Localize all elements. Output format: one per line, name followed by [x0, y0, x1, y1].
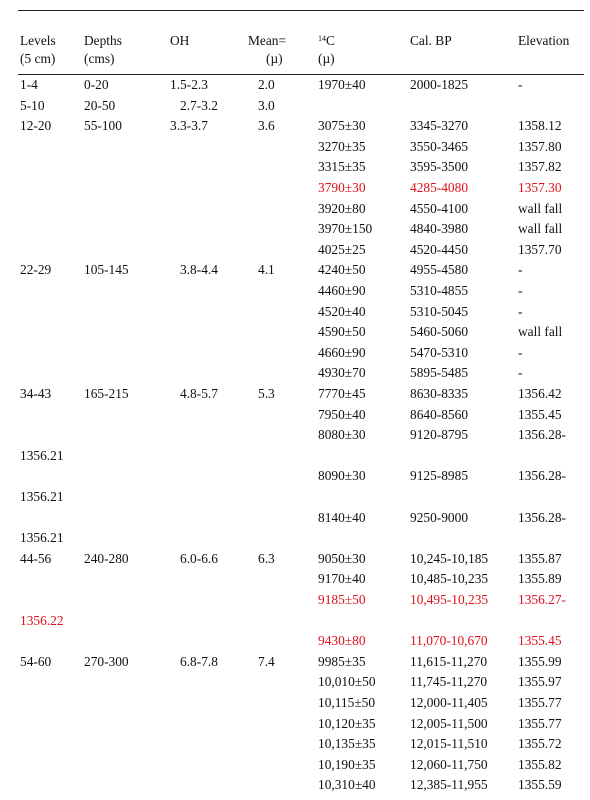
cell-elev: 1355.77 [518, 715, 562, 731]
table-row [0, 652, 590, 671]
header-mean [248, 32, 286, 68]
cell-oh: 3.8-4.4 [180, 262, 218, 278]
cell-elev: 1355.72 [518, 736, 562, 752]
cell-mean: 5.3 [258, 386, 275, 401]
table-row [0, 775, 590, 794]
cell-elev: - [518, 77, 523, 92]
header-oh [170, 32, 189, 50]
table-row [0, 281, 590, 300]
cell-c14: 10,310±40 [318, 777, 376, 793]
cell-elev: 1356.27- [518, 592, 566, 607]
table-row [0, 528, 590, 547]
table-row [0, 240, 590, 259]
cell-calbp: 4520-4450 [410, 241, 469, 257]
cell-c14: 9185±50 [318, 592, 366, 607]
header-elevation-label: Elevation [518, 33, 570, 48]
cell-elev: 1358.12 [518, 118, 562, 134]
cell-oh: 2.7-3.2 [180, 97, 218, 113]
cell-calbp: 9125-8985 [410, 468, 469, 484]
cell-calbp: 12,005-11,500 [410, 715, 488, 731]
table-row [0, 157, 590, 176]
header-calbp [410, 32, 452, 50]
cell-elev: 1356.42 [518, 386, 562, 401]
cell-calbp: 12,000-11,405 [410, 695, 488, 710]
cell-elev: 1357.30 [518, 180, 562, 195]
header-c14-unit: (µ) [318, 51, 335, 66]
table-row [0, 75, 590, 94]
cell-calbp: 12,385-11,955 [410, 777, 488, 793]
table-row [0, 487, 590, 506]
cell-elev: 1355.82 [518, 756, 562, 772]
cell-c14: 8140±40 [318, 509, 366, 525]
cell-levels: 1356.21 [20, 447, 64, 463]
table-row [0, 672, 590, 691]
cell-calbp: 4840-3980 [410, 221, 469, 237]
cell-c14: 8080±30 [318, 427, 366, 443]
table-row [0, 219, 590, 238]
cell-levels: 1-4 [20, 77, 38, 92]
cell-calbp: 9250-9000 [410, 509, 469, 525]
cell-calbp: 3550-3465 [410, 138, 469, 154]
cell-c14: 3270±35 [318, 138, 366, 154]
cell-c14: 3920±80 [318, 200, 366, 216]
header-mean-unit: (µ) [266, 51, 283, 66]
cell-c14: 10,135±35 [318, 736, 376, 752]
table-row [0, 137, 590, 156]
cell-c14: 1970±40 [318, 77, 366, 92]
cell-c14: 4520±40 [318, 303, 366, 319]
cell-depths: 270-300 [84, 653, 129, 669]
cell-calbp: 5460-5060 [410, 324, 469, 340]
table-row [0, 405, 590, 424]
cell-c14: 9985±35 [318, 653, 366, 669]
cell-calbp: 8640-8560 [410, 406, 469, 422]
table-row [0, 96, 590, 115]
header-calbp-label: Cal. BP [410, 33, 452, 48]
table-row [0, 734, 590, 753]
cell-c14: 10,120±35 [318, 715, 376, 731]
cell-c14: 7950±40 [318, 406, 366, 422]
header-c14-symbol: C [326, 33, 335, 48]
cell-levels: 5-10 [20, 97, 45, 113]
cell-calbp: 11,615-11,270 [410, 653, 488, 669]
header-levels-unit: (5 cm) [20, 51, 56, 66]
cell-elev: 1355.89 [518, 571, 562, 587]
table-row [0, 714, 590, 733]
cell-depths: 55-100 [84, 118, 122, 134]
header-c14-superscript: 14 [318, 34, 326, 43]
cell-calbp: 5895-5485 [410, 365, 469, 381]
cell-elev: 1356.28- [518, 509, 566, 525]
cell-c14: 3315±35 [318, 159, 366, 175]
cell-elev: 1355.87 [518, 550, 562, 566]
cell-depths: 0-20 [84, 77, 109, 92]
cell-calbp: 5310-4855 [410, 283, 469, 298]
cell-c14: 3075±30 [318, 118, 366, 134]
table-row [0, 384, 590, 403]
cell-c14: 4590±50 [318, 324, 366, 340]
cell-calbp: 4285-4080 [410, 180, 469, 195]
cell-levels: 34-43 [20, 386, 52, 401]
cell-elev: 1357.82 [518, 159, 562, 175]
cell-elev: 1355.77 [518, 695, 562, 710]
cell-calbp: 5470-5310 [410, 344, 469, 360]
cell-elev: 1356.28- [518, 468, 566, 484]
cell-c14: 3790±30 [318, 180, 366, 195]
table-row [0, 611, 590, 630]
cell-c14: 7770±45 [318, 386, 366, 401]
cell-c14: 9430±80 [318, 633, 366, 649]
cell-c14: 4460±90 [318, 283, 366, 298]
cell-calbp: 3345-3270 [410, 118, 469, 134]
cell-elev: 1355.97 [518, 674, 562, 690]
cell-elev: 1356.28- [518, 427, 566, 443]
cell-calbp: 10,495-10,235 [410, 592, 489, 607]
cell-depths: 20-50 [84, 97, 116, 113]
cell-elev: wall fall [518, 221, 563, 237]
cell-c14: 8090±30 [318, 468, 366, 484]
cell-calbp: 10,485-10,235 [410, 571, 489, 587]
table-row [0, 569, 590, 588]
cell-c14: 10,115±50 [318, 695, 376, 710]
cell-elev: - [518, 365, 523, 381]
cell-levels: 1356.21 [20, 530, 64, 546]
cell-elev: - [518, 262, 523, 278]
cell-elev: wall fall [518, 324, 563, 340]
cell-levels: 54-60 [20, 653, 52, 669]
table-row [0, 363, 590, 382]
table-row [0, 466, 590, 485]
cell-mean: 3.6 [258, 118, 275, 134]
table-row [0, 425, 590, 444]
cell-depths: 165-215 [84, 386, 129, 401]
cell-c14: 9050±30 [318, 550, 366, 566]
header-depths-label: Depths [84, 33, 122, 48]
cell-calbp: 10,245-10,185 [410, 550, 489, 566]
table-row [0, 590, 590, 609]
table-row [0, 116, 590, 135]
table-row [0, 693, 590, 712]
cell-oh: 4.8-5.7 [180, 386, 218, 401]
cell-c14: 4025±25 [318, 241, 366, 257]
header-oh-label: OH [170, 33, 190, 48]
cell-levels: 1356.21 [20, 489, 64, 504]
cell-mean: 7.4 [258, 653, 275, 669]
top-rule [18, 10, 584, 11]
cell-mean: 3.0 [258, 97, 275, 113]
cell-calbp: 4550-4100 [410, 200, 469, 216]
cell-levels: 12-20 [20, 118, 52, 134]
cell-oh: 1.5-2.3 [170, 77, 208, 92]
cell-c14: 4660±90 [318, 344, 366, 360]
header-mean-label: Mean= [248, 33, 287, 48]
table-row [0, 549, 590, 568]
cell-calbp: 5310-5045 [410, 303, 469, 319]
table-row [0, 199, 590, 218]
cell-elev: - [518, 283, 523, 298]
cell-calbp: 11,745-11,270 [410, 674, 488, 690]
header-elevation [518, 32, 569, 50]
table-row [0, 302, 590, 321]
cell-levels: 44-56 [20, 550, 52, 566]
table-row [0, 508, 590, 527]
header-depths-unit: (cms) [84, 51, 115, 66]
cell-elev: - [518, 344, 523, 360]
cell-oh: 3.3-3.7 [170, 118, 208, 134]
cell-c14: 3970±150 [318, 221, 373, 237]
cell-elev: 1357.70 [518, 241, 562, 257]
cell-calbp: 12,060-11,750 [410, 756, 488, 772]
table-row [0, 755, 590, 774]
cell-c14: 10,190±35 [318, 756, 376, 772]
cell-elev: 1355.45 [518, 633, 562, 649]
cell-elev: 1357.80 [518, 138, 562, 154]
table-row [0, 446, 590, 465]
cell-oh: 6.0-6.6 [180, 550, 218, 566]
cell-elev: 1355.45 [518, 406, 562, 422]
header-levels-label: Levels [20, 33, 56, 48]
header-c14-label [318, 32, 335, 50]
cell-calbp: 2000-1825 [410, 77, 469, 92]
header-levels [20, 32, 56, 68]
cell-calbp: 12,015-11,510 [410, 736, 488, 752]
table-row [0, 260, 590, 279]
table-row [0, 631, 590, 650]
cell-elev: wall fall [518, 200, 563, 216]
table-row [0, 322, 590, 341]
cell-levels: 22-29 [20, 262, 52, 278]
cell-levels: 1356.22 [20, 612, 64, 628]
header-c14 [318, 32, 335, 68]
table-row [0, 343, 590, 362]
cell-c14: 4240±50 [318, 262, 366, 278]
cell-depths: 105-145 [84, 262, 129, 278]
cell-c14: 4930±70 [318, 365, 366, 381]
table-row [0, 178, 590, 197]
cell-calbp: 11,070-10,670 [410, 633, 488, 649]
cell-mean: 4.1 [258, 262, 275, 278]
cell-c14: 9170±40 [318, 571, 366, 587]
cell-calbp: 4955-4580 [410, 262, 469, 278]
cell-calbp: 8630-8335 [410, 386, 469, 401]
cell-elev: - [518, 303, 523, 319]
cell-oh: 6.8-7.8 [180, 653, 218, 669]
cell-calbp: 9120-8795 [410, 427, 469, 443]
cell-c14: 10,010±50 [318, 674, 376, 690]
cell-elev: 1355.99 [518, 653, 562, 669]
cell-elev: 1355.59 [518, 777, 562, 793]
header-depths [84, 32, 122, 68]
cell-mean: 2.0 [258, 77, 275, 92]
cell-mean: 6.3 [258, 550, 275, 566]
cell-depths: 240-280 [84, 550, 129, 566]
cell-calbp: 3595-3500 [410, 159, 469, 175]
